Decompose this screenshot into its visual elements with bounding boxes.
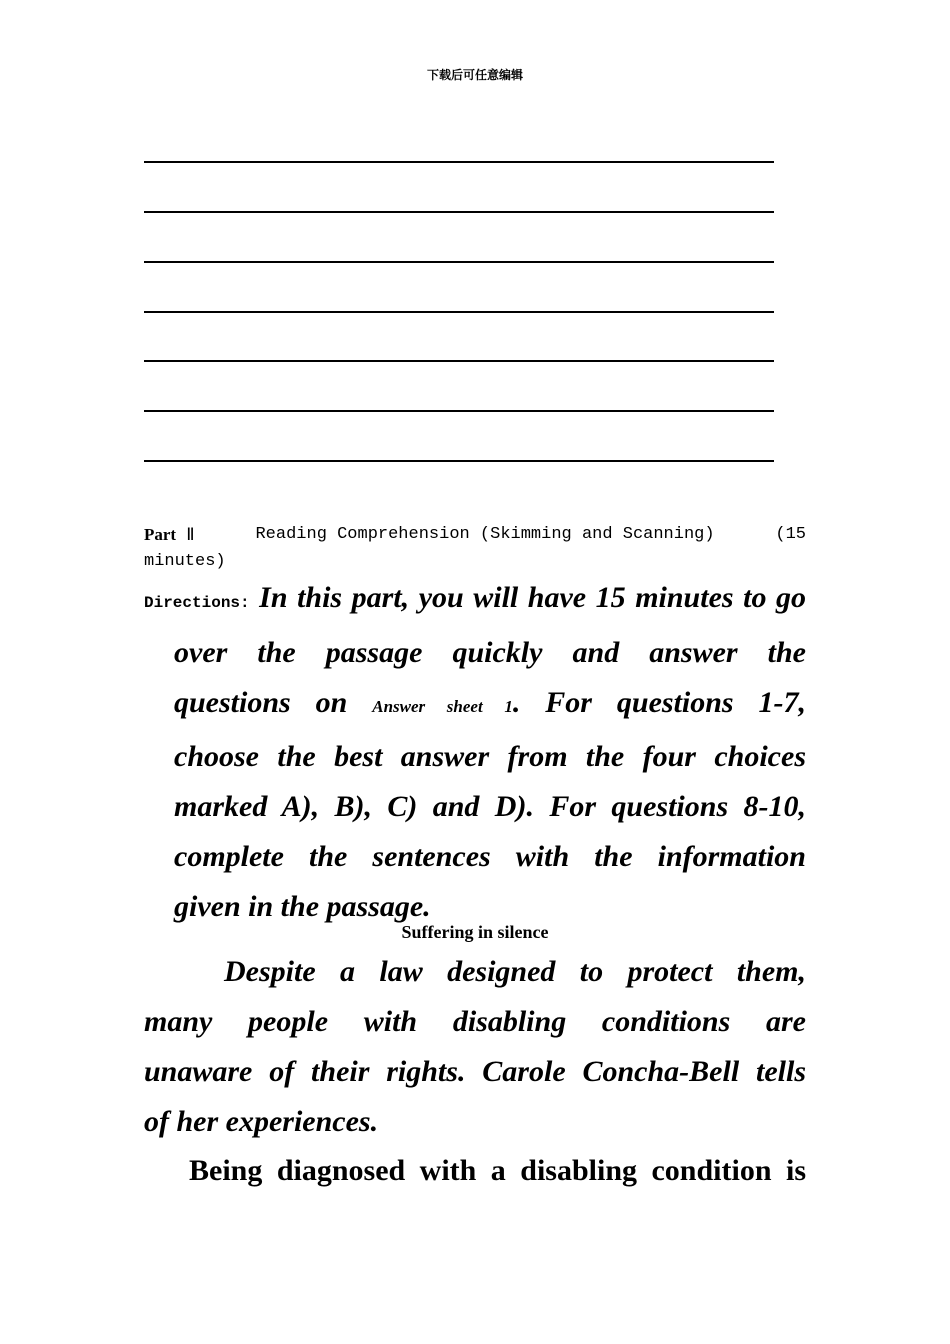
directions-line: complete the sentences with the information bbox=[174, 840, 806, 873]
directions-line: over the passage quickly and answer the bbox=[174, 636, 806, 669]
answer-line[interactable] bbox=[144, 261, 774, 263]
part-title: Reading Comprehension (Skimming and Scanning) bbox=[255, 525, 715, 544]
part-label: Part bbox=[144, 525, 177, 544]
directions-line bbox=[144, 678, 806, 732]
body-line: Being diagnosed with a disabling condition is bbox=[189, 1154, 806, 1187]
directions-line: choose the best answer from the four choices bbox=[174, 740, 806, 773]
part-time-open: (15 bbox=[775, 525, 806, 544]
directions-line bbox=[144, 573, 806, 628]
part-time-close: minutes) bbox=[144, 552, 226, 571]
part-number bbox=[144, 522, 195, 549]
answer-line[interactable] bbox=[144, 211, 774, 213]
answer-line[interactable] bbox=[144, 410, 774, 412]
directions-label: Directions: bbox=[144, 594, 250, 612]
directions-text: . For questions 1-7, bbox=[512, 686, 807, 719]
passage-body bbox=[144, 1146, 806, 1196]
answer-line[interactable] bbox=[144, 360, 774, 362]
directions bbox=[144, 573, 806, 932]
answer-line[interactable] bbox=[144, 311, 774, 313]
directions-line: marked A), B), C) and D). For questions 8-10, bbox=[174, 790, 806, 823]
part-heading bbox=[144, 522, 806, 574]
directions-text: In this part, you will have 15 minutes to go bbox=[259, 581, 806, 614]
part-numeral: Ⅱ bbox=[186, 527, 195, 546]
intro-line: many people with disabling conditions are bbox=[144, 1005, 806, 1038]
answer-line[interactable] bbox=[144, 460, 774, 462]
intro-line: Despite a law designed to protect them, bbox=[224, 955, 806, 988]
directions-text: questions on bbox=[174, 686, 348, 719]
intro-line: unaware of their rights. Carole Concha-Bell tells bbox=[144, 1055, 806, 1088]
intro-line: of her experiences. bbox=[144, 1105, 379, 1138]
answer-sheet-ref: Answer sheet 1 bbox=[372, 697, 513, 716]
passage-title: Suffering in silence bbox=[401, 922, 549, 942]
directions-line: given in the passage. bbox=[174, 890, 431, 923]
page-header: 下载后可任意编辑 bbox=[426, 68, 523, 82]
passage-intro bbox=[144, 947, 806, 1147]
answer-line[interactable] bbox=[144, 161, 774, 163]
